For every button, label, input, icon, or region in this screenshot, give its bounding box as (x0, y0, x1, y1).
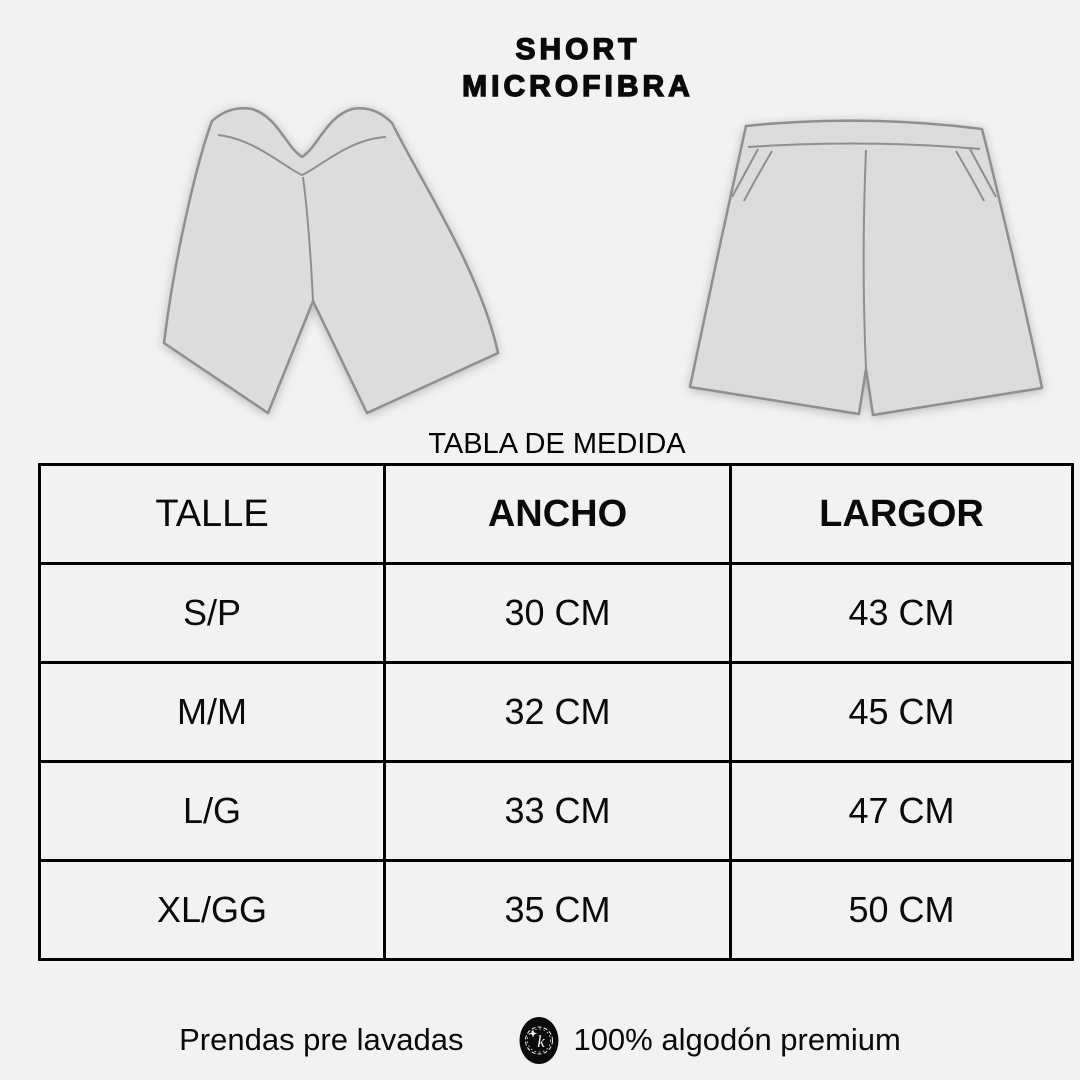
pre-washed-label: Prendas pre lavadas (179, 1022, 464, 1057)
footer (0, 1012, 1080, 1068)
table-caption: TABLA DE MEDIDA (428, 428, 686, 460)
page-title (462, 31, 694, 105)
cell-talle-mm: M/M (40, 663, 385, 762)
page-title-line2: MICROFIBRA (462, 70, 694, 103)
table-header-row (40, 465, 1073, 564)
cell-talle-sp: S/P (40, 564, 385, 663)
cell-ancho-mm: 32 CM (385, 663, 731, 762)
cell-ancho-sp: 30 CM (385, 564, 731, 663)
table-row-sp (40, 564, 1073, 663)
cotton-label: 100% algodón premium (573, 1022, 901, 1057)
table-row-lg (40, 762, 1073, 861)
cell-ancho-xlgg: 35 CM (385, 861, 731, 960)
cell-largor-mm: 45 CM (731, 663, 1073, 762)
table-row-mm (40, 663, 1073, 762)
column-header-largor: LARGOR (731, 465, 1073, 564)
cell-ancho-lg: 33 CM (385, 762, 731, 861)
column-header-ancho: ANCHO (385, 465, 731, 564)
cell-largor-xlgg: 50 CM (731, 861, 1073, 960)
shorts-front-illustration (80, 95, 520, 435)
shorts-front-silhouette (164, 108, 498, 413)
cell-talle-lg: L/G (40, 762, 385, 861)
table-row-xlgg (40, 861, 1073, 960)
page-title-line1: SHORT (515, 33, 641, 66)
cell-largor-sp: 43 CM (731, 564, 1073, 663)
svg-text:k: k (537, 1031, 546, 1051)
cell-talle-xlgg: XL/GG (40, 861, 385, 960)
brand-logo-icon (519, 1016, 559, 1065)
cell-largor-lg: 47 CM (731, 762, 1073, 861)
shorts-back-illustration (660, 100, 1070, 430)
size-table (38, 463, 1074, 961)
column-header-talle: TALLE (40, 465, 385, 564)
